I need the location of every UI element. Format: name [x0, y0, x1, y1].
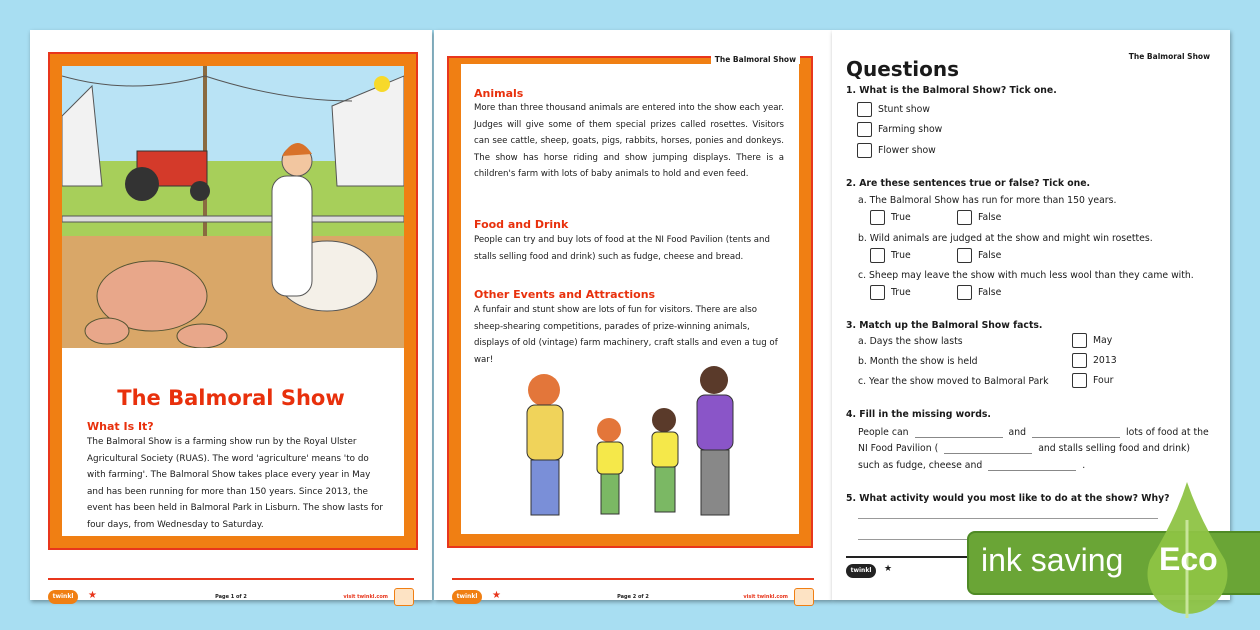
page-1: [30, 30, 432, 600]
false-label: False: [978, 287, 1002, 298]
page-header: The Balmoral Show: [1128, 52, 1210, 61]
true-label: True: [891, 250, 911, 261]
false-checkbox[interactable]: [957, 210, 972, 225]
match-right-four[interactable]: [1072, 373, 1113, 388]
true-false-c: [870, 285, 1001, 300]
option-flower-show[interactable]: [857, 143, 936, 158]
text-part: and: [1008, 427, 1027, 438]
match-left-c: c. Year the show moved to Balmoral Park: [858, 376, 1049, 387]
star-icon: ★: [884, 564, 893, 574]
blank-2[interactable]: [1032, 428, 1120, 438]
option-label: Farming show: [878, 124, 943, 135]
true-false-a: [870, 210, 1001, 225]
statement-b: b. Wild animals are judged at the show and might win rosettes.: [858, 233, 1153, 244]
visit-link[interactable]: visit twinkl.com: [743, 594, 788, 600]
quality-badge-icon: [394, 588, 414, 606]
page-1-footer: [48, 578, 414, 608]
option-label: Stunt show: [878, 104, 930, 115]
page-2-footer: [452, 578, 814, 608]
text-part: NI Food Pavilion (: [858, 443, 939, 454]
true-checkbox[interactable]: [870, 210, 885, 225]
other-events-text: A funfair and stunt show are lots of fun for visitors. There are also sheep-shearing competitions, parades of prize-winning animals, displays of old (vintage) farm machinery, craft stalls and even a tug of war!: [474, 305, 778, 365]
match-left-b: b. Month the show is held: [858, 356, 978, 367]
text-part: People can: [858, 427, 909, 438]
option-stunt-show[interactable]: [857, 102, 930, 117]
statement-c: c. Sheep may leave the show with much less wool than they came with.: [858, 270, 1194, 281]
blank-3[interactable]: [944, 444, 1032, 454]
checkbox[interactable]: [1072, 373, 1087, 388]
false-checkbox[interactable]: [957, 248, 972, 263]
twinkl-logo: twinkl: [48, 590, 78, 604]
true-checkbox[interactable]: [870, 285, 885, 300]
text-part: and stalls selling food and drink): [1038, 443, 1191, 454]
blank-4[interactable]: [988, 461, 1076, 471]
checkbox[interactable]: [1072, 353, 1087, 368]
eco-label: Eco: [1159, 541, 1218, 577]
true-false-b: [870, 248, 1001, 263]
what-is-it-text: The Balmoral Show is a farming show run by the Royal Ulster Agricultural Society (RUAS). The word 'agriculture' means 'to do with farming'. The Balmoral Show takes place every year in May and has been running for more than 150 years. Since 2013, the event has been held in Balmoral Park in Lisburn. The show lasts for four days, from Wednesday to Saturday.: [87, 437, 384, 530]
question-3: 3. Match up the Balmoral Show facts.: [846, 320, 1043, 331]
true-label: True: [891, 212, 911, 223]
text-part: lots of food at the: [1126, 427, 1209, 438]
fill-line-3: [858, 460, 1085, 471]
answer-line-1[interactable]: [858, 518, 1158, 519]
animals-text: More than three thousand animals are entered into the show each year. Judges will give some of them special prizes called rosettes. Visitors can see cattle, sheep, goats, pigs, rabbits, horses, ponies and donkeys. The show has horse riding and show jumping displays. There is a children's farm with lots of baby animals to hold and even feed.: [474, 103, 784, 180]
text-part: .: [1082, 460, 1086, 471]
false-label: False: [978, 250, 1002, 261]
text-part: such as fudge, cheese and: [858, 460, 983, 471]
match-label: Four: [1093, 375, 1114, 386]
page-title: The Balmoral Show: [117, 386, 345, 410]
false-label: False: [978, 212, 1002, 223]
match-label: 2013: [1093, 355, 1117, 366]
star-icon: ★: [492, 590, 501, 601]
section-heading-what-is-it: What Is It?: [87, 420, 154, 433]
match-label: May: [1093, 335, 1113, 346]
fill-line-2: [858, 443, 1190, 454]
page-number: Page 1 of 2: [215, 594, 247, 600]
match-right-may[interactable]: [1072, 333, 1112, 348]
match-right-2013[interactable]: [1072, 353, 1117, 368]
twinkl-logo: twinkl: [846, 564, 876, 578]
page-header: The Balmoral Show: [711, 55, 800, 64]
checkbox[interactable]: [857, 102, 872, 117]
page-2: [434, 30, 832, 600]
questions-title: Questions: [846, 57, 960, 81]
match-left-a: a. Days the show lasts: [858, 336, 963, 347]
checkbox[interactable]: [1072, 333, 1087, 348]
fill-line-1: [858, 427, 1209, 438]
section-heading-other-events: Other Events and Attractions: [474, 288, 656, 301]
blank-1[interactable]: [915, 428, 1003, 438]
option-farming-show[interactable]: [857, 122, 942, 137]
children-illustration: [509, 360, 739, 530]
true-label: True: [891, 287, 911, 298]
quality-badge-icon: [794, 588, 814, 606]
option-label: Flower show: [878, 145, 936, 156]
checkbox[interactable]: [857, 143, 872, 158]
page-number: Page 2 of 2: [617, 594, 649, 600]
star-icon: ★: [88, 590, 97, 601]
question-1: 1. What is the Balmoral Show? Tick one.: [846, 85, 1057, 96]
food-and-drink-text: People can try and buy lots of food at the NI Food Pavilion (tents and stalls selling food and drink) such as fudge, cheese and bread.: [474, 235, 770, 262]
question-2: 2. Are these sentences true or false? Tick one.: [846, 178, 1091, 189]
section-heading-animals: Animals: [474, 87, 524, 100]
false-checkbox[interactable]: [957, 285, 972, 300]
visit-link[interactable]: visit twinkl.com: [343, 594, 388, 600]
question-4: 4. Fill in the missing words.: [846, 409, 991, 420]
true-checkbox[interactable]: [870, 248, 885, 263]
checkbox[interactable]: [857, 122, 872, 137]
twinkl-logo: twinkl: [452, 590, 482, 604]
ink-saving-label: ink saving: [981, 542, 1124, 578]
farm-show-illustration: [62, 66, 404, 348]
question-5: 5. What activity would you most like to do at the show? Why?: [846, 493, 1170, 504]
statement-a: a. The Balmoral Show has run for more than 150 years.: [858, 195, 1117, 206]
section-heading-food-and-drink: Food and Drink: [474, 218, 569, 231]
